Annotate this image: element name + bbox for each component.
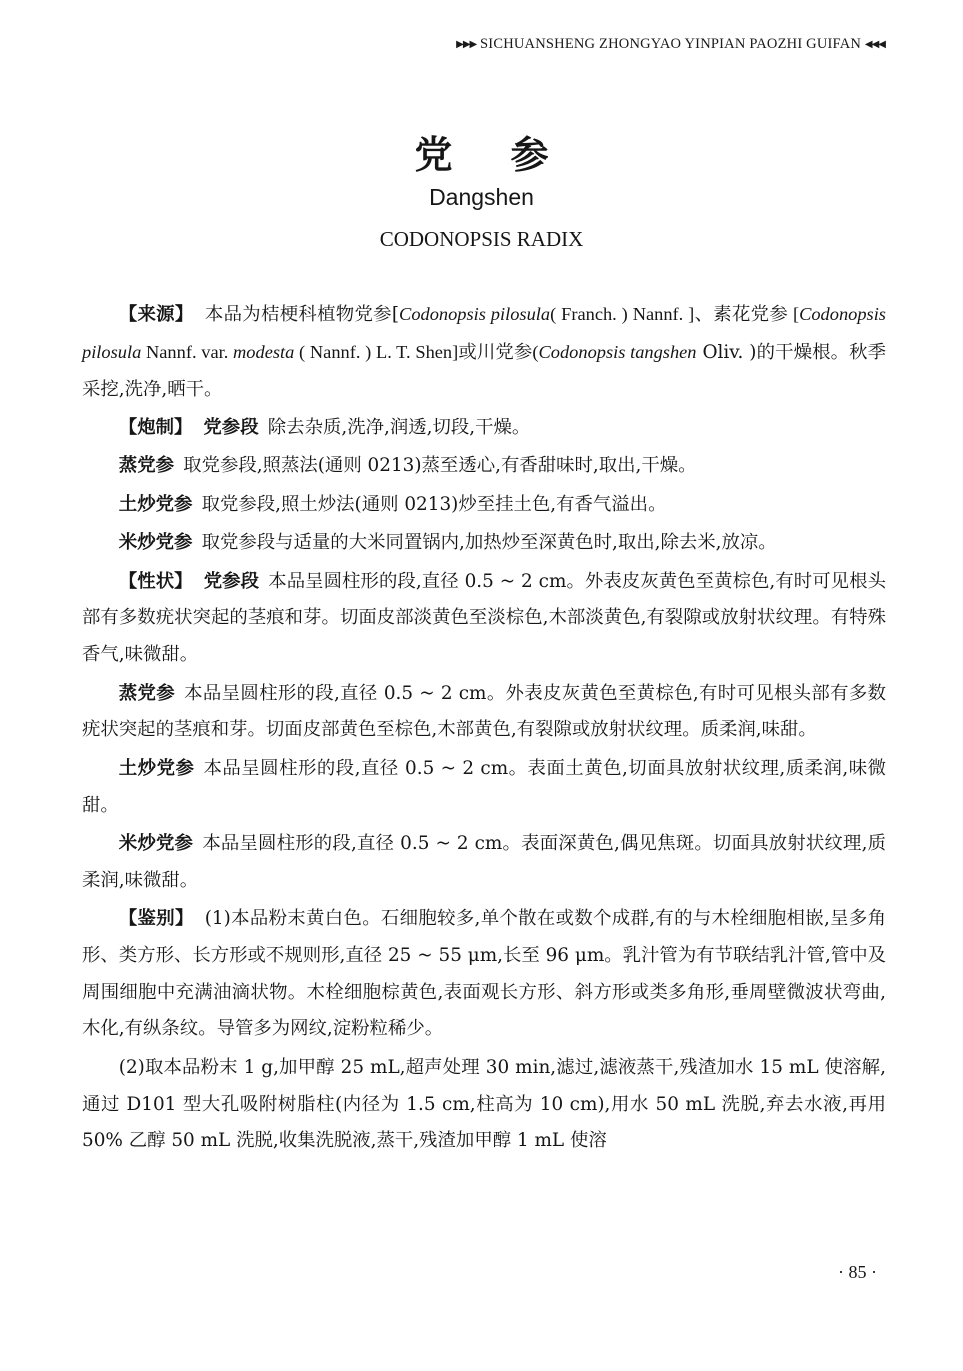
running-header (456, 36, 885, 53)
characters-item-text: 本品呈圆柱形的段,直径 0.5 ~ 2 cm。表面土黄色,切面具放射状纹理,质柔润,味微甜。 (82, 757, 886, 816)
processing-item-name: 土炒党参 (118, 493, 193, 515)
header-text: SICHUANSHENG ZHONGYAO YINPIAN PAOZHI GUIFAN (480, 36, 862, 52)
characters-item-name: 党参段 (203, 570, 260, 592)
source-text-3: Nannf. var. (141, 341, 234, 362)
identification-text-1: (1)本品粉末黄白色。石细胞较多,单个散在或数个成群,有的与木栓细胞相嵌,呈多角形、类方形、长方形或不规则形,直径 25 ~ 55 μm,长至 96 μm。乳汁管为有节联结乳汁管,管中及周围细胞中充满油滴状物。木栓细胞棕黄色,表面观长方形、斜方形或类多角形,垂周壁微波状弯曲,木化,有纵条纹。导管多为网纹,淀粉粒稀少。 (82, 908, 886, 1040)
identification-label: 【鉴别】 (118, 908, 194, 930)
processing-item-text: 取党参段,照蒸法(通则 0213)蒸至透心,有香甜味时,取出,干燥。 (183, 455, 697, 477)
source-latin-1: Codonopsis pilosula (399, 304, 551, 324)
processing-paragraph-1 (82, 410, 886, 447)
source-text-5: Oliv. )的干燥根。秋季采挖,洗净,晒干。 (82, 341, 886, 400)
source-paragraph (82, 296, 886, 408)
processing-item-text: 取党参段与适量的大米同置锅内,加热炒至深黄色时,取出,除去米,放凉。 (201, 532, 777, 554)
processing-paragraph-4 (82, 525, 886, 562)
processing-label: 【炮制】 (118, 416, 193, 438)
page-number: · 85 · (838, 1262, 877, 1282)
source-text-4: ( Nannf. ) L. T. Shen]或川党参( (294, 341, 539, 362)
identification-text-2: (2)取本品粉末 1 g,加甲醇 25 mL,超声处理 30 min,滤过,滤液蒸干,残渣加水 15 mL 使溶解,通过 D101 型大孔吸附树脂柱(内径为 1.5 cm,柱高为 10 cm),用水 50 mL 洗脱,弃去水液,再用 50% 乙醇 50 mL 洗脱,收集洗脱液,蒸干,残渣加甲醇 1 mL 使溶 (82, 1056, 886, 1152)
characters-item-name: 蒸党参 (118, 682, 175, 704)
source-label: 【来源】 (118, 304, 194, 325)
characters-paragraph-1 (82, 564, 886, 674)
characters-item-text: 本品呈圆柱形的段,直径 0.5 ~ 2 cm。外表皮灰黄色至黄棕色,有时可见根头部有多数疣状突起的茎痕和芽。切面皮部黄色至棕色,木部黄色,有裂隙或放射状纹理。质柔润,味甜。 (82, 682, 886, 741)
title-chinese: 党参 (414, 133, 607, 177)
processing-paragraph-3 (82, 487, 886, 524)
monograph-body (82, 296, 886, 1162)
characters-paragraph-4 (82, 826, 886, 900)
characters-paragraph-2 (82, 676, 886, 750)
characters-paragraph-3 (82, 751, 886, 825)
title-latin: CODONOPSIS RADIX (379, 227, 584, 251)
identification-paragraph-2 (82, 1050, 886, 1160)
processing-paragraph-2 (82, 448, 886, 485)
processing-item-name: 蒸党参 (118, 455, 174, 477)
header-arrows-right-icon: ◀◀◀ (864, 39, 885, 50)
characters-item-name: 土炒党参 (118, 757, 195, 779)
source-text-2: ( Franch. ) Nannf. ]、素花党参 [ (550, 304, 800, 324)
source-text-1: 本品为桔梗科植物党参[ (204, 304, 400, 325)
characters-item-name: 米炒党参 (118, 832, 194, 854)
title-pinyin: Dangshen (429, 184, 534, 210)
processing-item-name: 米炒党参 (118, 532, 193, 554)
characters-item-text: 本品呈圆柱形的段,直径 0.5 ~ 2 cm。表面深黄色,偶见焦斑。切面具放射状纹理,质柔润,味微甜。 (82, 832, 886, 891)
identification-paragraph-1 (82, 901, 886, 1048)
source-latin-4: Codonopsis tangshen (538, 341, 697, 362)
processing-item-name: 党参段 (203, 416, 259, 438)
characters-label: 【性状】 (118, 570, 193, 592)
processing-item-text: 取党参段,照土炒法(通则 0213)炒至挂土色,有香气溢出。 (201, 493, 667, 515)
header-arrows-left-icon: ▶▶▶ (456, 39, 477, 50)
characters-item-text: 本品呈圆柱形的段,直径 0.5 ~ 2 cm。外表皮灰黄色至黄棕色,有时可见根头部有多数疣状突起的茎痕和芽。切面皮部淡黄色至淡棕色,木部淡黄色,有裂隙或放射状纹理。有特殊香气,味微甜。 (82, 570, 886, 666)
processing-item-text: 除去杂质,洗净,润透,切段,干燥。 (267, 416, 531, 438)
source-latin-3: modesta (233, 341, 295, 362)
source-latin-2: Codonopsis pilosula (82, 304, 886, 362)
